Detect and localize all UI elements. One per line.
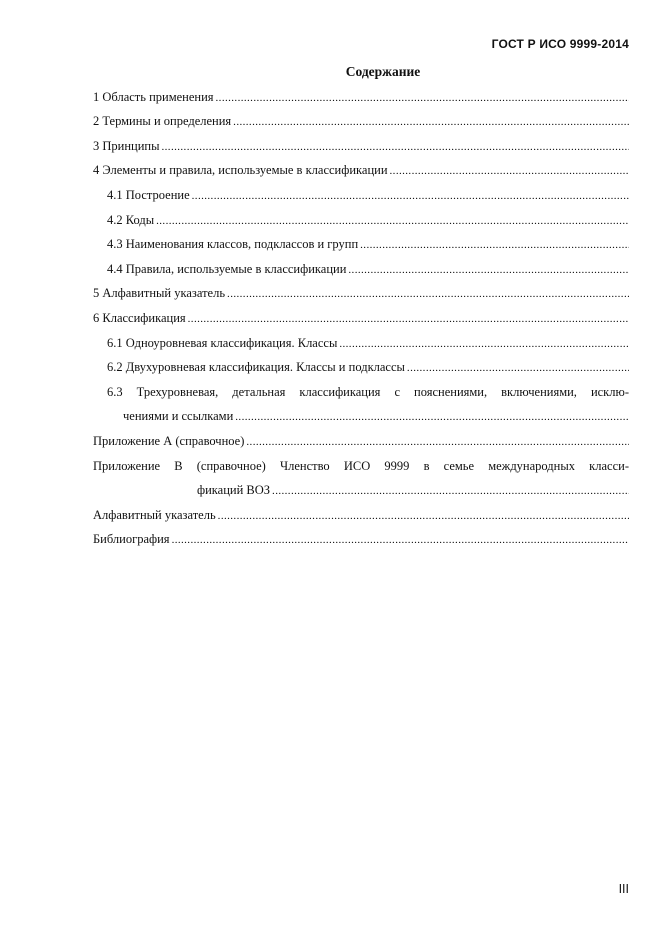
toc-entry[interactable] [93,277,629,302]
toc-entry-label: 6.1 Одноуровневая классификация. Классы [107,335,338,350]
toc-leader-dots [231,116,629,129]
toc-subentry[interactable] [93,326,629,351]
toc-leader-dots [225,288,629,301]
toc-leader-dots [233,411,629,424]
document-code: ГОСТ Р ИСО 9999-2014 [491,37,629,51]
toc-leader-dots [160,141,630,154]
toc-leader-dots [358,239,629,252]
toc-entry-label: 4.1 Построение [107,187,190,202]
toc-entry[interactable] [93,523,629,548]
toc-subentry[interactable] [93,351,629,376]
toc-subentry[interactable] [93,252,629,277]
toc-entry-label: фикаций ВОЗ [197,483,271,498]
toc-entry-label: Библиография [93,532,170,547]
toc-leader-dots [270,485,629,498]
toc-entry-label: 4.3 Наименования классов, подклассов и групп [107,237,359,252]
toc-entry[interactable] [93,498,629,523]
toc-appendix-a[interactable] [93,424,629,449]
toc-entry-label: Приложение В (справочное) Членство ИСО 9999 в семье международных класси- [93,458,629,473]
toc-leader-dots [405,362,629,375]
toc-appendix-b[interactable] [93,449,629,474]
toc-entry[interactable] [93,105,629,130]
toc-subentry[interactable] [93,228,629,253]
toc-leader-dots [346,264,629,277]
toc-entry[interactable] [93,301,629,326]
toc-entry-label: 3 Принципы [93,138,160,153]
toc-entry-label: 6.3 Трехуровневая, детальная классификация с пояснениями, включениями, исклю- [107,384,629,399]
toc-entry-label: Алфавитный указатель [93,507,216,522]
toc-leader-dots [190,190,629,203]
toc-subentry[interactable] [93,203,629,228]
toc-leader-dots [244,436,629,449]
toc-subentry[interactable] [93,178,629,203]
toc-appendix-b-continuation[interactable] [93,474,629,499]
toc-leader-dots [214,92,629,105]
toc-entry-label: чениями и ссылками [123,409,234,424]
table-of-contents [93,80,629,547]
toc-entry-label: 4 Элементы и правила, используемые в классификации [93,163,388,178]
toc-leader-dots [186,313,629,326]
toc-title: Содержание [345,64,421,79]
toc-entry-label: 6 Классификация [93,310,186,325]
toc-entry[interactable] [93,80,629,105]
toc-entry[interactable] [93,154,629,179]
toc-entry[interactable] [93,129,629,154]
toc-entry-label: Приложение А (справочное) [93,433,245,448]
toc-entry-label: 5 Алфавитный указатель [93,286,226,301]
toc-subentry[interactable] [93,375,629,400]
toc-subentry-continuation[interactable] [93,400,629,425]
toc-leader-dots [154,215,629,228]
toc-leader-dots [170,534,629,547]
toc-entry-label: 1 Область применения [93,89,214,104]
page-number: III [618,882,629,896]
toc-leader-dots [388,165,629,178]
toc-entry-label: 2 Термины и определения [93,114,232,129]
toc-entry-label: 4.4 Правила, используемые в классификации [107,261,347,276]
toc-leader-dots [216,510,629,523]
toc-entry-label: 4.2 Коды [107,212,155,227]
toc-entry-label: 6.2 Двухуровневая классификация. Классы и подклассы [107,360,405,375]
toc-leader-dots [337,338,629,351]
